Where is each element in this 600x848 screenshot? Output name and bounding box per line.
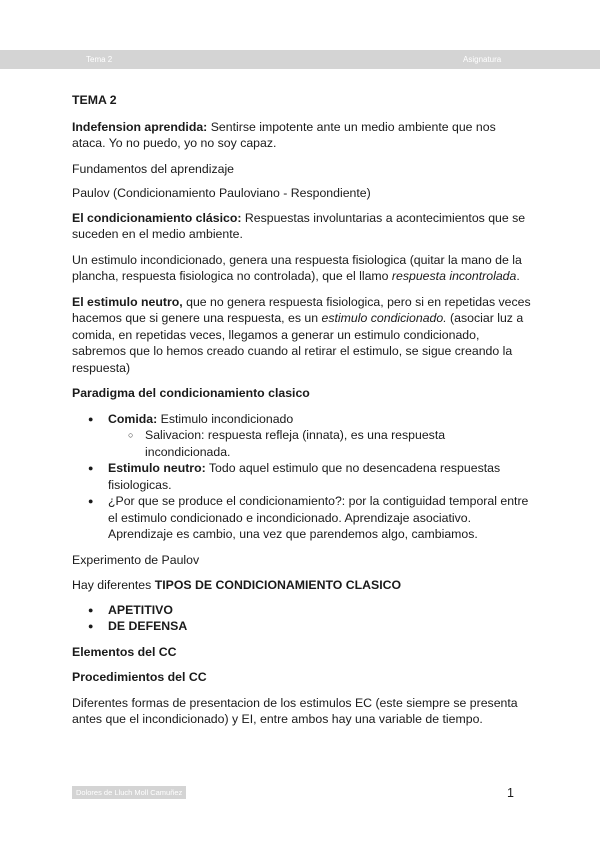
term-estimulo-condicionado: estimulo condicionado. (321, 311, 447, 325)
term-tipos-condicionamiento: TIPOS DE CONDICIONAMIENTO CLASICO (154, 578, 402, 592)
paragraph-fundamentos: Fundamentos del aprendizaje (72, 161, 235, 176)
tipos-list (72, 602, 532, 635)
list-item-defensa: ● DE DEFENSA (72, 618, 532, 635)
list-item-salivacion: ○ Salivacion: respuesta refleja (innata), es una respuesta incondicionada. (108, 427, 532, 460)
list-item-comida: ● Comida: Estimulo incondicionado ○ Salivacion: respuesta refleja (innata), es una respuesta incondicionada. (72, 411, 532, 461)
term-indefension: Indefension aprendida: (72, 119, 208, 134)
list-item-por-que: ● ¿Por que se produce el condicionamiento?: por la contiguidad temporal entre el estimulo condicionado e incondicionado. Aprendizaje asociativo. Aprendizaje es cambio, una vez que parendemos algo, cambiamos. (72, 493, 532, 543)
page-header (0, 50, 600, 69)
paragraph-paulov: Paulov (Condicionamiento Pauloviano - Respondiente) (72, 186, 371, 200)
paragraph-indefension (72, 119, 532, 152)
page-title: TEMA 2 (72, 93, 117, 107)
footer-author: Dolores de Lluch Moll Camuñez (72, 786, 186, 799)
paragraph-procedimientos: Diferentes formas de presentacion de los estimulos EC (este siempre se presenta antes que el incondicionado) y EI, entre ambos hay una variable de tiempo. (72, 695, 518, 726)
page-number: 1 (507, 786, 514, 800)
header-topic: Tema 2 (86, 55, 113, 64)
list-item-estimulo-neutro: ● Estimulo neutro: Todo aquel estimulo que no desencadena respuestas fisiologicas. (72, 460, 532, 493)
heading-procedimientos: Procedimientos del CC (72, 670, 207, 684)
paragraph-estimulo-neutro: El estimulo neutro, que no genera respuesta fisiologica, pero si en repetidas veces hacemos que si genere una respuesta, es un estimulo condicionado. (asociar luz a comida, en repetidas veces, llegamos a generar un estimulo condicionado, sabremos que lo hemos creado cuando al retirar el estimulo, se sigue creando la respuesta) (72, 294, 531, 375)
definition-condicionamiento-clasico: Respuestas involuntarias a acontecimientos que se suceden en el medio ambiente. (72, 210, 526, 241)
definition-indefension: Sentirse impotente ante un medio ambiente que nos ataca. Yo no puedo, yo no soy capaz. (72, 119, 496, 150)
paragraph-tipos: Hay diferentes TIPOS DE CONDICIONAMIENTO CLASICO (72, 578, 402, 592)
header-subject: Asignatura (463, 55, 502, 64)
paradigma-list (72, 411, 532, 543)
term-condicionamiento-clasico: El condicionamiento clásico: (72, 210, 242, 225)
term-respuesta-incontrolada: respuesta incontrolada (391, 269, 517, 283)
document-body (72, 92, 532, 737)
term-estimulo-neutro: El estimulo neutro, (72, 294, 183, 309)
paragraph-condicionamiento-clasico (72, 210, 532, 243)
list-item-apetitivo: ● APETITIVO (72, 602, 532, 619)
paragraph-estimulo-incondicionado: Un estimulo incondicionado, genera una respuesta fisiologica (quitar la mano de la plancha, respuesta fisiologica no controlada), que el llamo respuesta incontrolada. (72, 252, 522, 283)
paragraph-experimento: Experimento de Paulov (72, 552, 200, 567)
heading-paradigma: Paradigma del condicionamiento clasico (72, 386, 310, 400)
sublist-comida (108, 427, 532, 460)
heading-elementos: Elementos del CC (72, 644, 177, 659)
